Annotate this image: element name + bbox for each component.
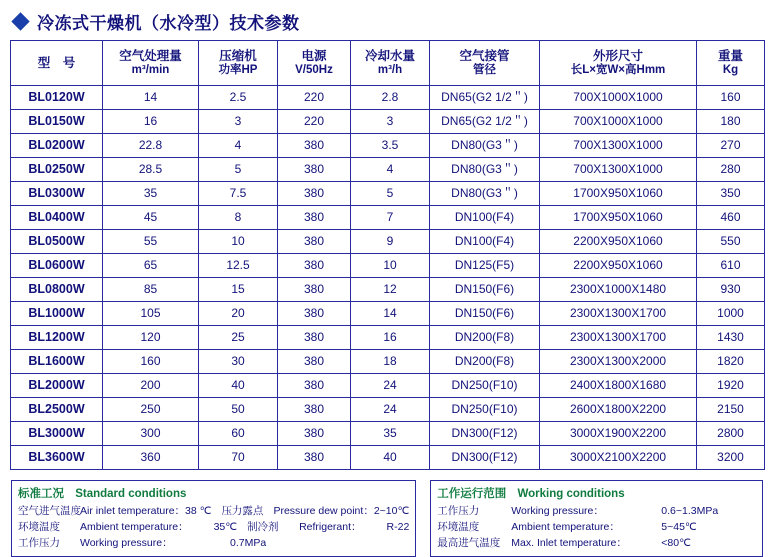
cell-weight: 1430 [697, 326, 765, 350]
working-conditions-title [437, 485, 756, 501]
cell-model: BL0300W [11, 182, 103, 206]
cell-cooling-water: 40 [351, 446, 430, 470]
cell-air-connection: DN200(F8) [430, 350, 540, 374]
work-ambient-temp-value: 5~45℃ [661, 520, 697, 533]
cell-cooling-water: 24 [351, 374, 430, 398]
cell-power-supply: 380 [278, 158, 351, 182]
cell-power-supply: 380 [278, 206, 351, 230]
cell-model: BL0600W [11, 254, 103, 278]
cell-air-connection: DN300(F12) [430, 446, 540, 470]
cell-compressor-power: 4 [199, 134, 278, 158]
standard-condition-row [18, 504, 409, 520]
cell-compressor-power: 7.5 [199, 182, 278, 206]
cell-compressor-power: 12.5 [199, 254, 278, 278]
cell-dimensions: 2300X1300X1700 [540, 302, 697, 326]
cell-cooling-water: 7 [351, 206, 430, 230]
ambient-temp-label-cn: 环境温度 [18, 520, 60, 533]
cell-cooling-water: 9 [351, 230, 430, 254]
cell-compressor-power: 40 [199, 374, 278, 398]
working-conditions-box [430, 480, 763, 557]
cell-air-connection: DN300(F12) [430, 422, 540, 446]
cell-cooling-water: 10 [351, 254, 430, 278]
cell-cooling-water: 18 [351, 350, 430, 374]
cell-air-capacity: 55 [103, 230, 199, 254]
table-header-row [11, 41, 765, 86]
table-row [11, 326, 765, 350]
table-row [11, 86, 765, 110]
cell-air-connection: DN250(F10) [430, 398, 540, 422]
table-row [11, 398, 765, 422]
cell-power-supply: 380 [278, 350, 351, 374]
working-condition-row [437, 520, 756, 536]
max-inlet-temp-label-en: Max. Inlet temperature： [511, 536, 627, 549]
pressure-dew-point-value: 2~10℃ [373, 505, 410, 517]
table-body [11, 86, 765, 470]
cell-dimensions: 2600X1800X2200 [540, 398, 697, 422]
cell-air-capacity: 200 [103, 374, 199, 398]
cell-power-supply: 380 [278, 182, 351, 206]
cell-dimensions: 700X1000X1000 [540, 110, 697, 134]
cell-cooling-water: 24 [351, 398, 430, 422]
cell-power-supply: 380 [278, 230, 351, 254]
cell-model: BL3600W [11, 446, 103, 470]
cell-dimensions: 2300X1000X1480 [540, 278, 697, 302]
cell-dimensions: 2300X1300X2000 [540, 350, 697, 374]
standard-conditions-box [11, 480, 416, 557]
cell-air-capacity: 250 [103, 398, 199, 422]
column-header-line2: Kg [722, 63, 739, 76]
table-row [11, 254, 765, 278]
cell-air-capacity: 300 [103, 422, 199, 446]
working-pressure-label-cn: 工作压力 [18, 536, 60, 549]
cell-air-capacity: 120 [103, 326, 199, 350]
notes-section [10, 480, 764, 557]
cell-power-supply: 220 [278, 86, 351, 110]
standard-conditions-title [18, 485, 409, 501]
working-condition-row [437, 504, 756, 520]
working-conditions-title-cn: 工作运行范围 [437, 488, 507, 500]
column-header-line1: 压缩机 [219, 49, 257, 64]
table-row [11, 182, 765, 206]
cell-weight: 350 [697, 182, 765, 206]
cell-air-connection: DN100(F4) [430, 230, 540, 254]
cell-power-supply: 380 [278, 374, 351, 398]
cell-power-supply: 380 [278, 134, 351, 158]
cell-compressor-power: 50 [199, 398, 278, 422]
cell-power-supply: 380 [278, 422, 351, 446]
cell-weight: 460 [697, 206, 765, 230]
cell-compressor-power: 5 [199, 158, 278, 182]
cell-weight: 160 [697, 86, 765, 110]
cell-weight: 270 [697, 134, 765, 158]
column-header-line2: V/50Hz [295, 63, 333, 76]
max-inlet-temp-label-cn: 最高进气温度 [437, 536, 501, 549]
air-inlet-temp-value: 38 ℃ [185, 505, 212, 517]
working-pressure-label-en: Working pressure： [80, 536, 173, 549]
cell-cooling-water: 3.5 [351, 134, 430, 158]
cell-model: BL2500W [11, 398, 103, 422]
table-row [11, 350, 765, 374]
work-pressure-value: 0.6~1.3MPa [661, 505, 719, 517]
cell-power-supply: 220 [278, 110, 351, 134]
cell-air-capacity: 28.5 [103, 158, 199, 182]
cell-cooling-water: 4 [351, 158, 430, 182]
cell-weight: 280 [697, 158, 765, 182]
column-header-air-connection [430, 41, 540, 86]
table-row [11, 278, 765, 302]
column-header-weight [697, 41, 765, 86]
cell-air-capacity: 85 [103, 278, 199, 302]
cell-compressor-power: 20 [199, 302, 278, 326]
max-inlet-temp-value: <80℃ [661, 536, 691, 549]
work-ambient-temp-label-en: Ambient temperature： [511, 520, 620, 533]
cell-air-connection: DN80(G3＂) [430, 134, 540, 158]
pressure-dew-point-label-cn: 压力露点 [221, 505, 264, 517]
cell-weight: 1920 [697, 374, 765, 398]
cell-air-connection: DN65(G2 1/2＂) [430, 86, 540, 110]
work-pressure-label-cn: 工作压力 [437, 505, 480, 517]
cell-dimensions: 3000X2100X2200 [540, 446, 697, 470]
cell-model: BL0200W [11, 134, 103, 158]
cell-model: BL1600W [11, 350, 103, 374]
cell-cooling-water: 2.8 [351, 86, 430, 110]
cell-power-supply: 380 [278, 254, 351, 278]
cell-dimensions: 2300X1300X1700 [540, 326, 697, 350]
cell-compressor-power: 30 [199, 350, 278, 374]
work-pressure-label-en: Working pressure： [511, 505, 604, 517]
cell-cooling-water: 16 [351, 326, 430, 350]
cell-model: BL0800W [11, 278, 103, 302]
page-title-text: 冷冻式干燥机（水冷型）技术参数 [37, 13, 300, 33]
specifications-table [10, 40, 765, 470]
column-header-compressor-power [199, 41, 278, 86]
working-pressure-value: 0.7MPa [230, 536, 267, 549]
cell-air-capacity: 105 [103, 302, 199, 326]
column-header-power-supply [278, 41, 351, 86]
column-header-line2: m³/min [131, 63, 170, 76]
table-row [11, 110, 765, 134]
cell-dimensions: 2200X950X1060 [540, 230, 697, 254]
cell-compressor-power: 10 [199, 230, 278, 254]
table-row [11, 302, 765, 326]
cell-weight: 550 [697, 230, 765, 254]
column-header-line1: 重量 [717, 49, 743, 64]
cell-air-capacity: 35 [103, 182, 199, 206]
cell-model: BL0150W [11, 110, 103, 134]
table-row [11, 134, 765, 158]
diamond-bullet-icon [11, 12, 29, 30]
cell-compressor-power: 60 [199, 422, 278, 446]
cell-air-connection: DN150(F6) [430, 302, 540, 326]
cell-compressor-power: 15 [199, 278, 278, 302]
cell-dimensions: 700X1000X1000 [540, 86, 697, 110]
cell-weight: 2150 [697, 398, 765, 422]
cell-power-supply: 380 [278, 398, 351, 422]
cell-power-supply: 380 [278, 446, 351, 470]
cell-power-supply: 380 [278, 302, 351, 326]
column-header-line2: m³/h [377, 63, 403, 76]
air-inlet-temp-label-en: Air inlet temperature： [80, 505, 186, 517]
cell-air-connection: DN250(F10) [430, 374, 540, 398]
cell-weight: 3200 [697, 446, 765, 470]
air-inlet-temp-label-cn: 空气进气温度 [18, 505, 81, 517]
cell-cooling-water: 35 [351, 422, 430, 446]
cell-compressor-power: 2.5 [199, 86, 278, 110]
standard-condition-row [18, 536, 409, 552]
cell-dimensions: 2200X950X1060 [540, 254, 697, 278]
cell-compressor-power: 25 [199, 326, 278, 350]
cell-air-capacity: 160 [103, 350, 199, 374]
column-header-line2: 管径 [473, 63, 496, 76]
refrigerant-label-en: Refrigerant： [299, 520, 362, 533]
cell-air-connection: DN125(F5) [430, 254, 540, 278]
column-header-line1: 冷却水量 [364, 49, 415, 64]
table-row [11, 158, 765, 182]
column-header-cooling-water [351, 41, 430, 86]
column-header-air-capacity [103, 41, 199, 86]
cell-air-connection: DN80(G3＂) [430, 158, 540, 182]
column-header-line2: 功率HP [218, 63, 258, 76]
cell-power-supply: 380 [278, 326, 351, 350]
column-header-line1: 空气处理量 [119, 49, 182, 64]
cell-weight: 610 [697, 254, 765, 278]
cell-air-capacity: 45 [103, 206, 199, 230]
cell-weight: 2800 [697, 422, 765, 446]
cell-air-connection: DN150(F6) [430, 278, 540, 302]
standard-conditions-title-cn: 标准工况 [18, 488, 64, 500]
cell-model: BL0250W [11, 158, 103, 182]
column-header-line1: 型 号 [37, 55, 76, 70]
standard-condition-row [18, 520, 409, 536]
table-row [11, 206, 765, 230]
cell-weight: 180 [697, 110, 765, 134]
cell-model: BL3000W [11, 422, 103, 446]
cell-compressor-power: 8 [199, 206, 278, 230]
cell-model: BL0400W [11, 206, 103, 230]
cell-cooling-water: 12 [351, 278, 430, 302]
column-header-line1: 电源 [301, 49, 327, 64]
column-header-line1: 外形尺寸 [592, 49, 643, 64]
cell-dimensions: 700X1300X1000 [540, 158, 697, 182]
cell-air-connection: DN200(F8) [430, 326, 540, 350]
cell-compressor-power: 70 [199, 446, 278, 470]
work-ambient-temp-label-cn: 环境温度 [437, 520, 480, 533]
cell-dimensions: 1700X950X1060 [540, 206, 697, 230]
cell-air-capacity: 14 [103, 86, 199, 110]
column-header-line1: 空气接管 [459, 49, 510, 64]
ambient-temp-label-en: Ambient temperature： [80, 520, 189, 533]
refrigerant-value: R-22 [386, 520, 410, 533]
cell-model: BL1200W [11, 326, 103, 350]
cell-weight: 1820 [697, 350, 765, 374]
cell-weight: 930 [697, 278, 765, 302]
standard-conditions-title-en: Standard conditions [75, 488, 187, 500]
pressure-dew-point-label-en: Pressure dew point： [273, 505, 374, 517]
cell-model: BL2000W [11, 374, 103, 398]
cell-cooling-water: 5 [351, 182, 430, 206]
cell-air-capacity: 65 [103, 254, 199, 278]
refrigerant-label-cn: 制冷剂 [247, 520, 279, 533]
table-row [11, 230, 765, 254]
cell-dimensions: 1700X950X1060 [540, 182, 697, 206]
cell-air-capacity: 16 [103, 110, 199, 134]
cell-air-connection: DN80(G3＂) [430, 182, 540, 206]
ambient-temp-value: 35℃ [213, 520, 238, 533]
cell-dimensions: 3000X1900X2200 [540, 422, 697, 446]
cell-cooling-water: 3 [351, 110, 430, 134]
cell-air-capacity: 22.8 [103, 134, 199, 158]
working-condition-row [437, 536, 756, 552]
cell-cooling-water: 14 [351, 302, 430, 326]
cell-power-supply: 380 [278, 278, 351, 302]
table-row [11, 446, 765, 470]
cell-dimensions: 2400X1800X1680 [540, 374, 697, 398]
cell-model: BL0500W [11, 230, 103, 254]
cell-air-connection: DN100(F4) [430, 206, 540, 230]
cell-air-capacity: 360 [103, 446, 199, 470]
cell-air-connection: DN65(G2 1/2＂) [430, 110, 540, 134]
page-title [14, 8, 764, 34]
cell-model: BL0120W [11, 86, 103, 110]
cell-compressor-power: 3 [199, 110, 278, 134]
table-row [11, 422, 765, 446]
cell-model: BL1000W [11, 302, 103, 326]
column-header-line2: 长L×宽W×高Hmm [570, 63, 666, 76]
column-header-dimensions [540, 41, 697, 86]
table-row [11, 374, 765, 398]
working-conditions-title-en: Working conditions [517, 488, 625, 500]
cell-weight: 1000 [697, 302, 765, 326]
cell-dimensions: 700X1300X1000 [540, 134, 697, 158]
column-header-model [11, 41, 103, 86]
